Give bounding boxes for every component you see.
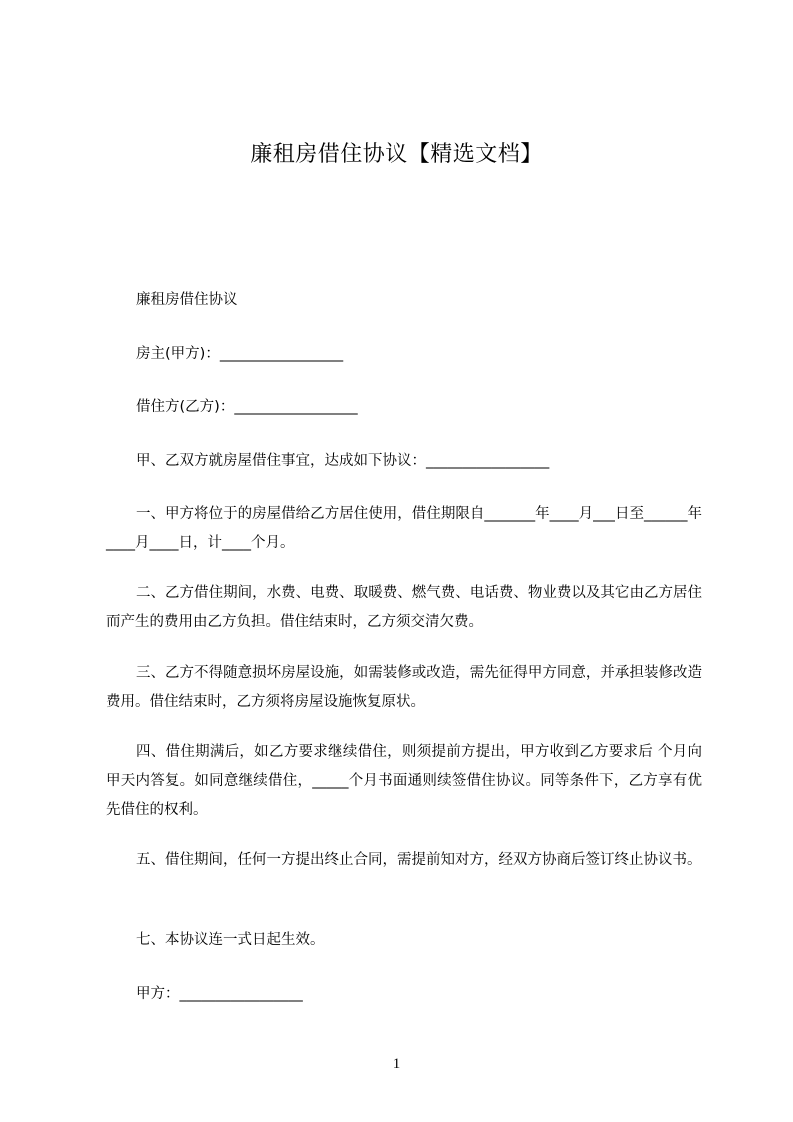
paragraph-heading: 廉租房借住协议	[136, 292, 238, 308]
paragraph-agreement-intro: 甲、乙双方就房屋借住事宜，达成如下协议：_________________	[136, 453, 550, 469]
page-number: 1	[392, 1056, 401, 1072]
paragraph-clause-2: 二、乙方借住期间，水费、电费、取暖费、燃气费、电话费、物业费以及其它由乙方居住而产生的费用由乙方负担。借住结束时，乙方须交清欠费。	[106, 585, 702, 630]
paragraph-clause-7: 七、本协议连一式日起生效。	[136, 932, 325, 948]
document-title: 廉租房借住协议【精选文档】	[250, 142, 543, 167]
paragraph-clause-1: 一、甲方将位于的房屋借给乙方居住使用，借住期限自_______年____月___日至______年____月____日，计____个月。	[106, 506, 702, 551]
paragraph-clause-5: 五、借住期间，任何一方提出终止合同，需提前知对方，经双方协商后签订终止协议书。	[136, 852, 702, 868]
paragraph-clause-4: 四、借住期满后，如乙方要求继续借住，则须提前方提出，甲方收到乙方要求后 个月向甲天内答复。如同意继续借住，_____个月书面通则续签借住协议。同等条件下，乙方享有优先借住的权利。	[106, 744, 702, 818]
paragraph-landlord: 房主(甲方)：_________________	[136, 346, 344, 362]
paragraph-clause-3: 三、乙方不得随意损坏房屋设施，如需装修或改造，需先征得甲方同意，并承担装修改造费用。借住结束时，乙方须将房屋设施恢复原状。	[106, 665, 702, 710]
paragraph-party-a-signature: 甲方：_________________	[136, 986, 303, 1002]
paragraph-borrower: 借住方(乙方)：_________________	[136, 399, 358, 415]
